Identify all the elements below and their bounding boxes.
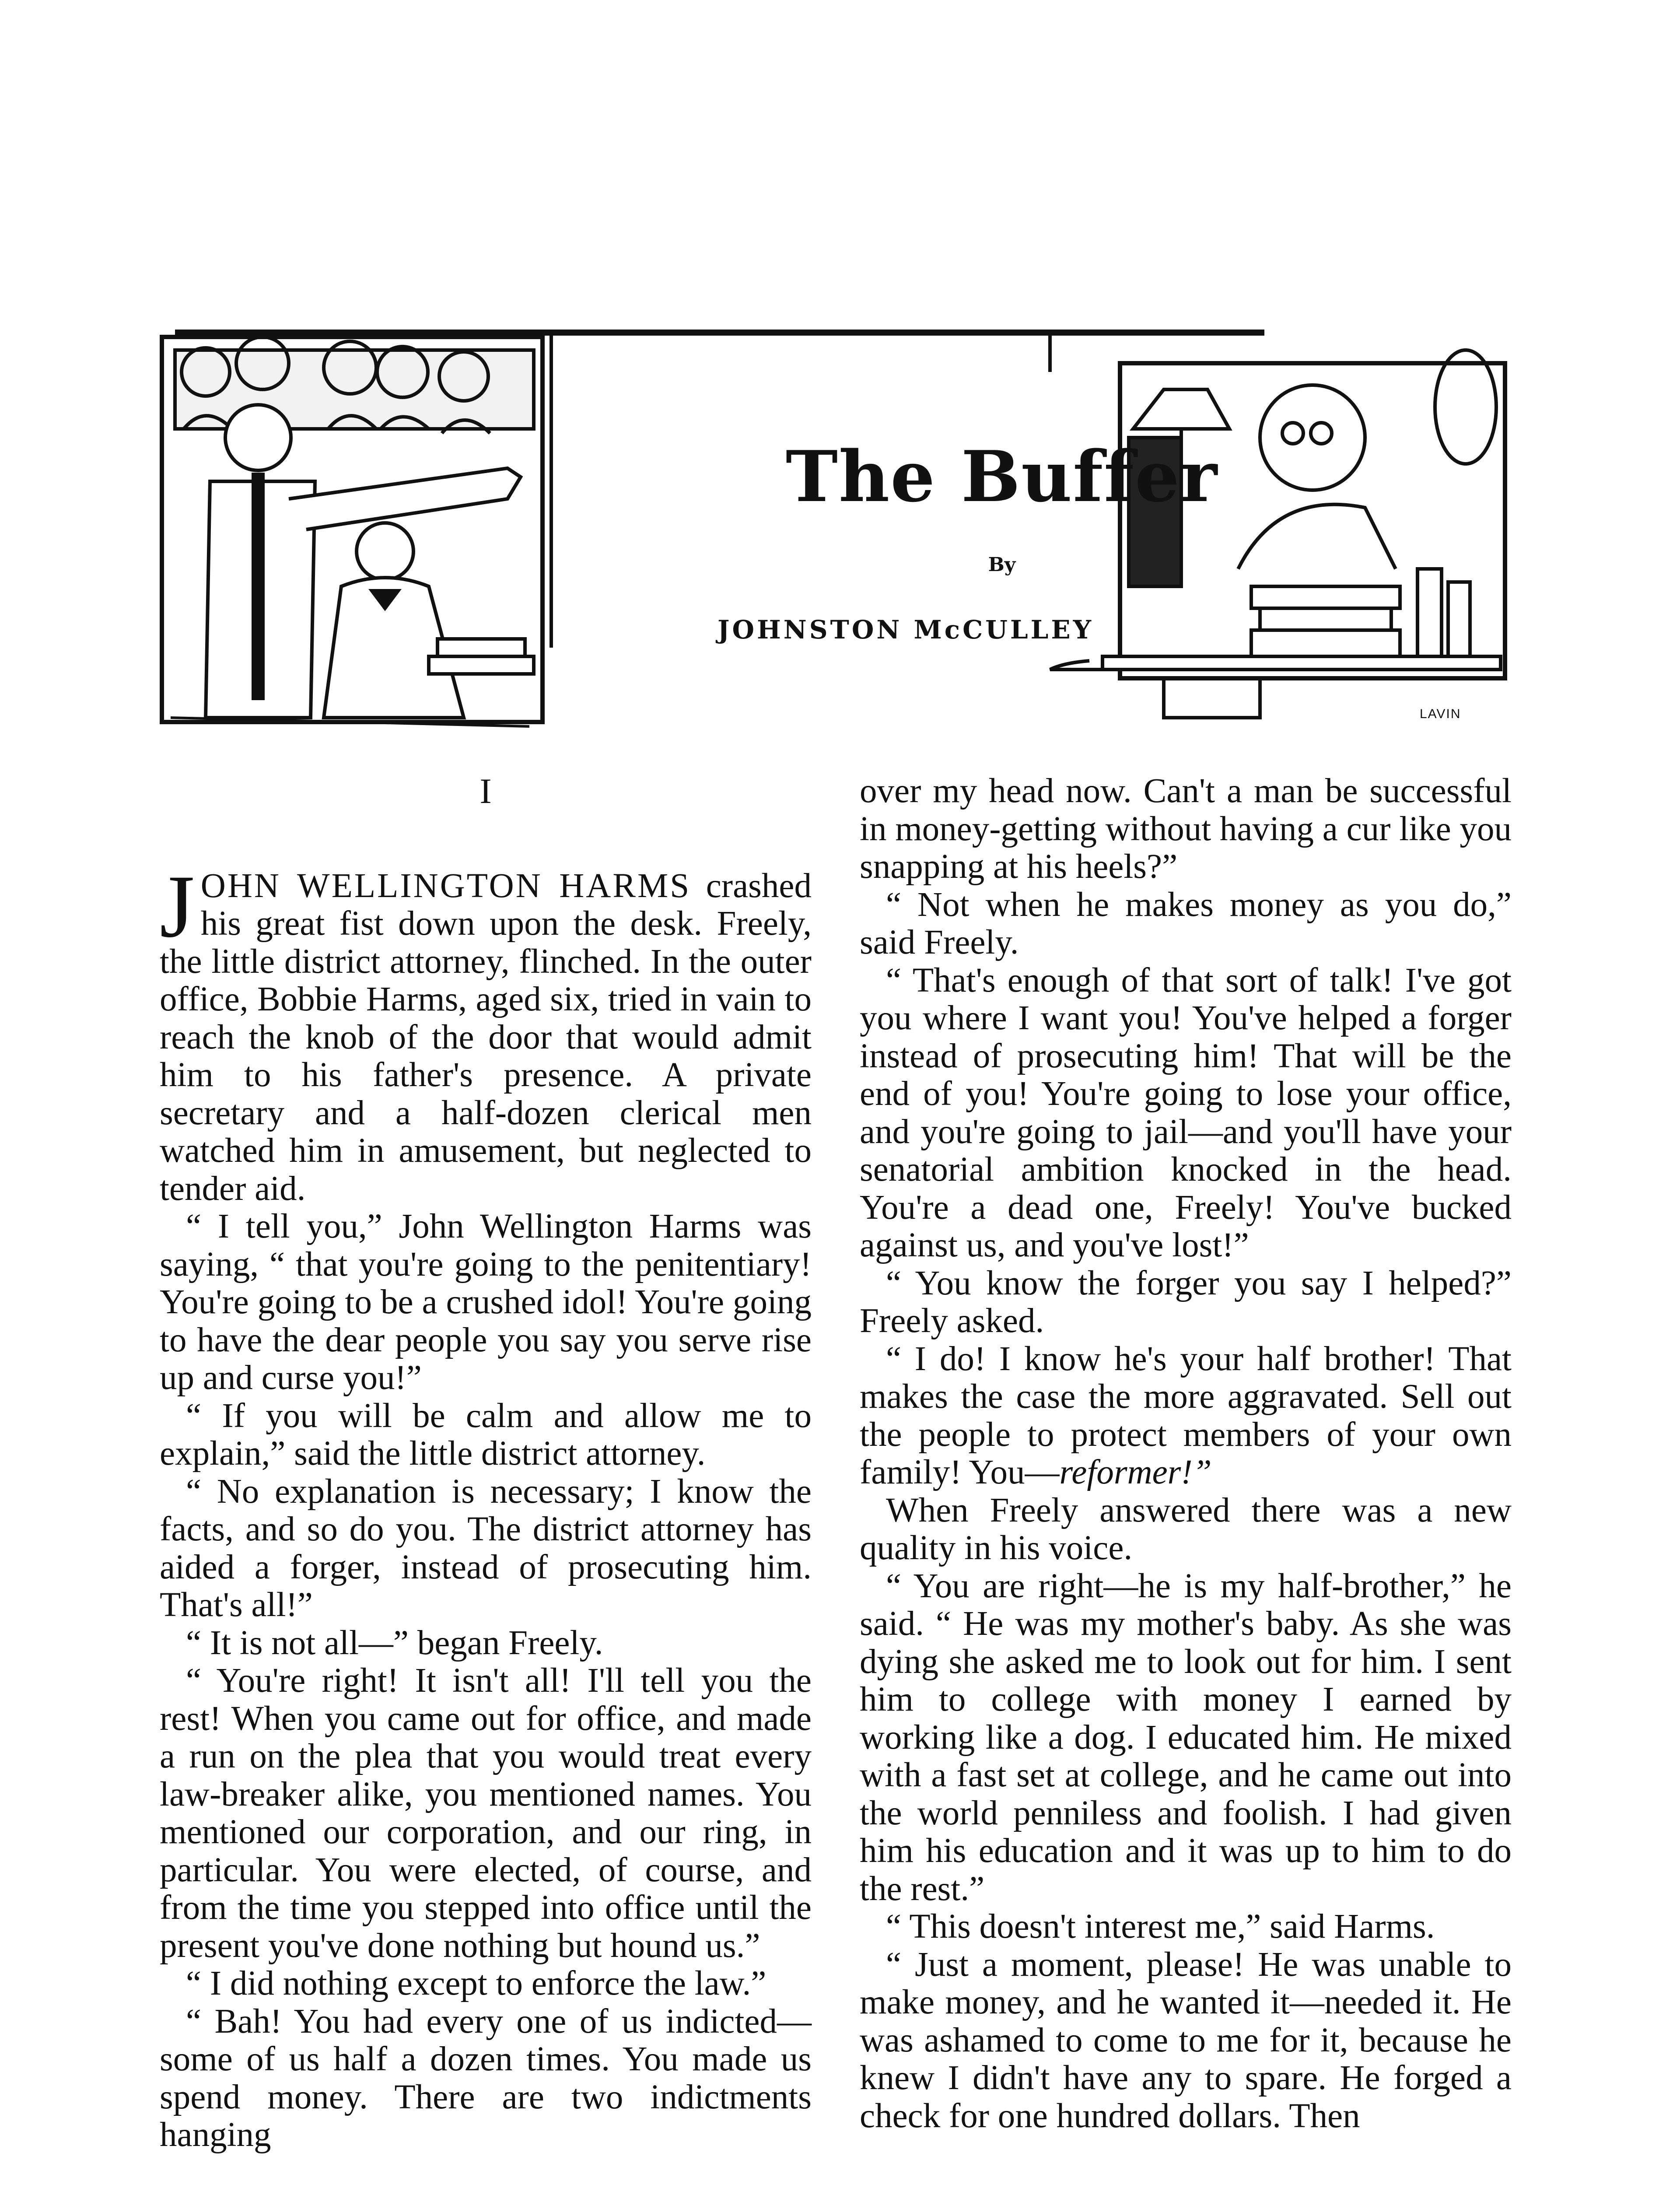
- opening-paragraph: [160, 856, 812, 1208]
- paragraph: “ If you will be calm and allow me to explain,” said the little district attorney.: [160, 1396, 812, 1473]
- drop-cap: J: [160, 856, 195, 956]
- header-illustration: [158, 324, 1518, 744]
- paragraph: “ It is not all—” began Freely.: [186, 1623, 603, 1662]
- paragraph: “ Just a moment, please! He was unable to make money, and he wanted it—needed it. He was ashamed to come to me for it, because he knew I didn't have any to spare. He forged a check for one hundred dollars. Then: [860, 1945, 1512, 2135]
- paragraph: “ No explanation is necessary; I know the facts, and so do you. The district attorney has aided a forger, instead of prosecuting him. That's all!”: [160, 1472, 812, 1624]
- section-number: I: [480, 771, 492, 811]
- paragraph: When Freely answered there was a new quality in his voice.: [860, 1491, 1512, 1567]
- paragraph-text: crashed his great fist down upon the desk. Freely, the little district attorney, flinched. In the outer office, Bobbie Harms, aged six, tried in vain to reach the knob of the door that would admit him to his father's presence. A private secretary and a half-dozen clerical men watched him in amusement, but neglected to tender aid.: [160, 866, 812, 1208]
- artist-signature: LAVIN: [1420, 707, 1461, 721]
- left-column: [160, 772, 812, 2154]
- paragraph-continuation: over my head now. Can't a man be successful in money-getting without having a cur like you snapping at his heels?”: [860, 772, 1512, 886]
- opening-words: OHN WELLINGTON HARMS: [200, 866, 691, 905]
- illustration-art: [158, 324, 1518, 744]
- byline-by: By: [988, 554, 1016, 576]
- paragraph: “ You're right! It isn't all! I'll tell you the rest! When you came out for office, and made a run on the plea that you would treat every law-breaker alike, you mentioned names. You mentioned our corporation, and our ring, in particular. You were elected, of course, and from the time you stepped into office until the present you've done nothing but hound us.”: [160, 1662, 812, 1965]
- italic-word: reformer!”: [1059, 1453, 1212, 1491]
- paragraph: “ This doesn't interest me,” said Harms.: [886, 1907, 1435, 1946]
- paragraph: “ I tell you,” John Wellington Harms was saying, “ that you're going to the penitentiary! You're going to be a crushed idol! You're going to have the dear people you say you serve rise up and curse you!”: [160, 1207, 812, 1397]
- paragraph-text: “ I do! I know he's your half brother! That makes the case the more aggravated. Sell out the people to protect members of your own family! You—: [860, 1339, 1512, 1491]
- paragraph: “ Bah! You had every one of us indicted—some of us half a dozen times. You made us spend money. There are two indictments hanging: [160, 2002, 812, 2154]
- paragraph: “ Not when he makes money as you do,” said Freely.: [860, 885, 1512, 961]
- article-title: The Buffer: [785, 435, 1218, 518]
- paragraph: “ I did nothing except to enforce the law.”: [186, 1964, 766, 2002]
- byline-author: JOHNSTON McCULLEY: [718, 615, 1094, 645]
- paragraph: [860, 1340, 1512, 1492]
- paragraph: “ You are right—he is my half-brother,” he said. “ He was my mother's baby. As she was dying she asked me to look out for him. I sent him to college with money I earned by working like a dog. I educated him. He mixed with a fast set at college, and he came out into the world penniless and foolish. I had given him his education and it was up to him to do the rest.”: [860, 1567, 1512, 1908]
- paragraph: “ You know the forger you say I helped?” Freely asked.: [860, 1264, 1512, 1340]
- paragraph: “ That's enough of that sort of talk! I've got you where I want you! You've helped a forger instead of prosecuting him! That will be the end of you! You're going to lose your office, and you're going to jail—and you'll have your senatorial ambition knocked in the head. You're a dead one, Freely! You've bucked against us, and you've lost!”: [860, 961, 1512, 1264]
- right-column: [860, 772, 1512, 2135]
